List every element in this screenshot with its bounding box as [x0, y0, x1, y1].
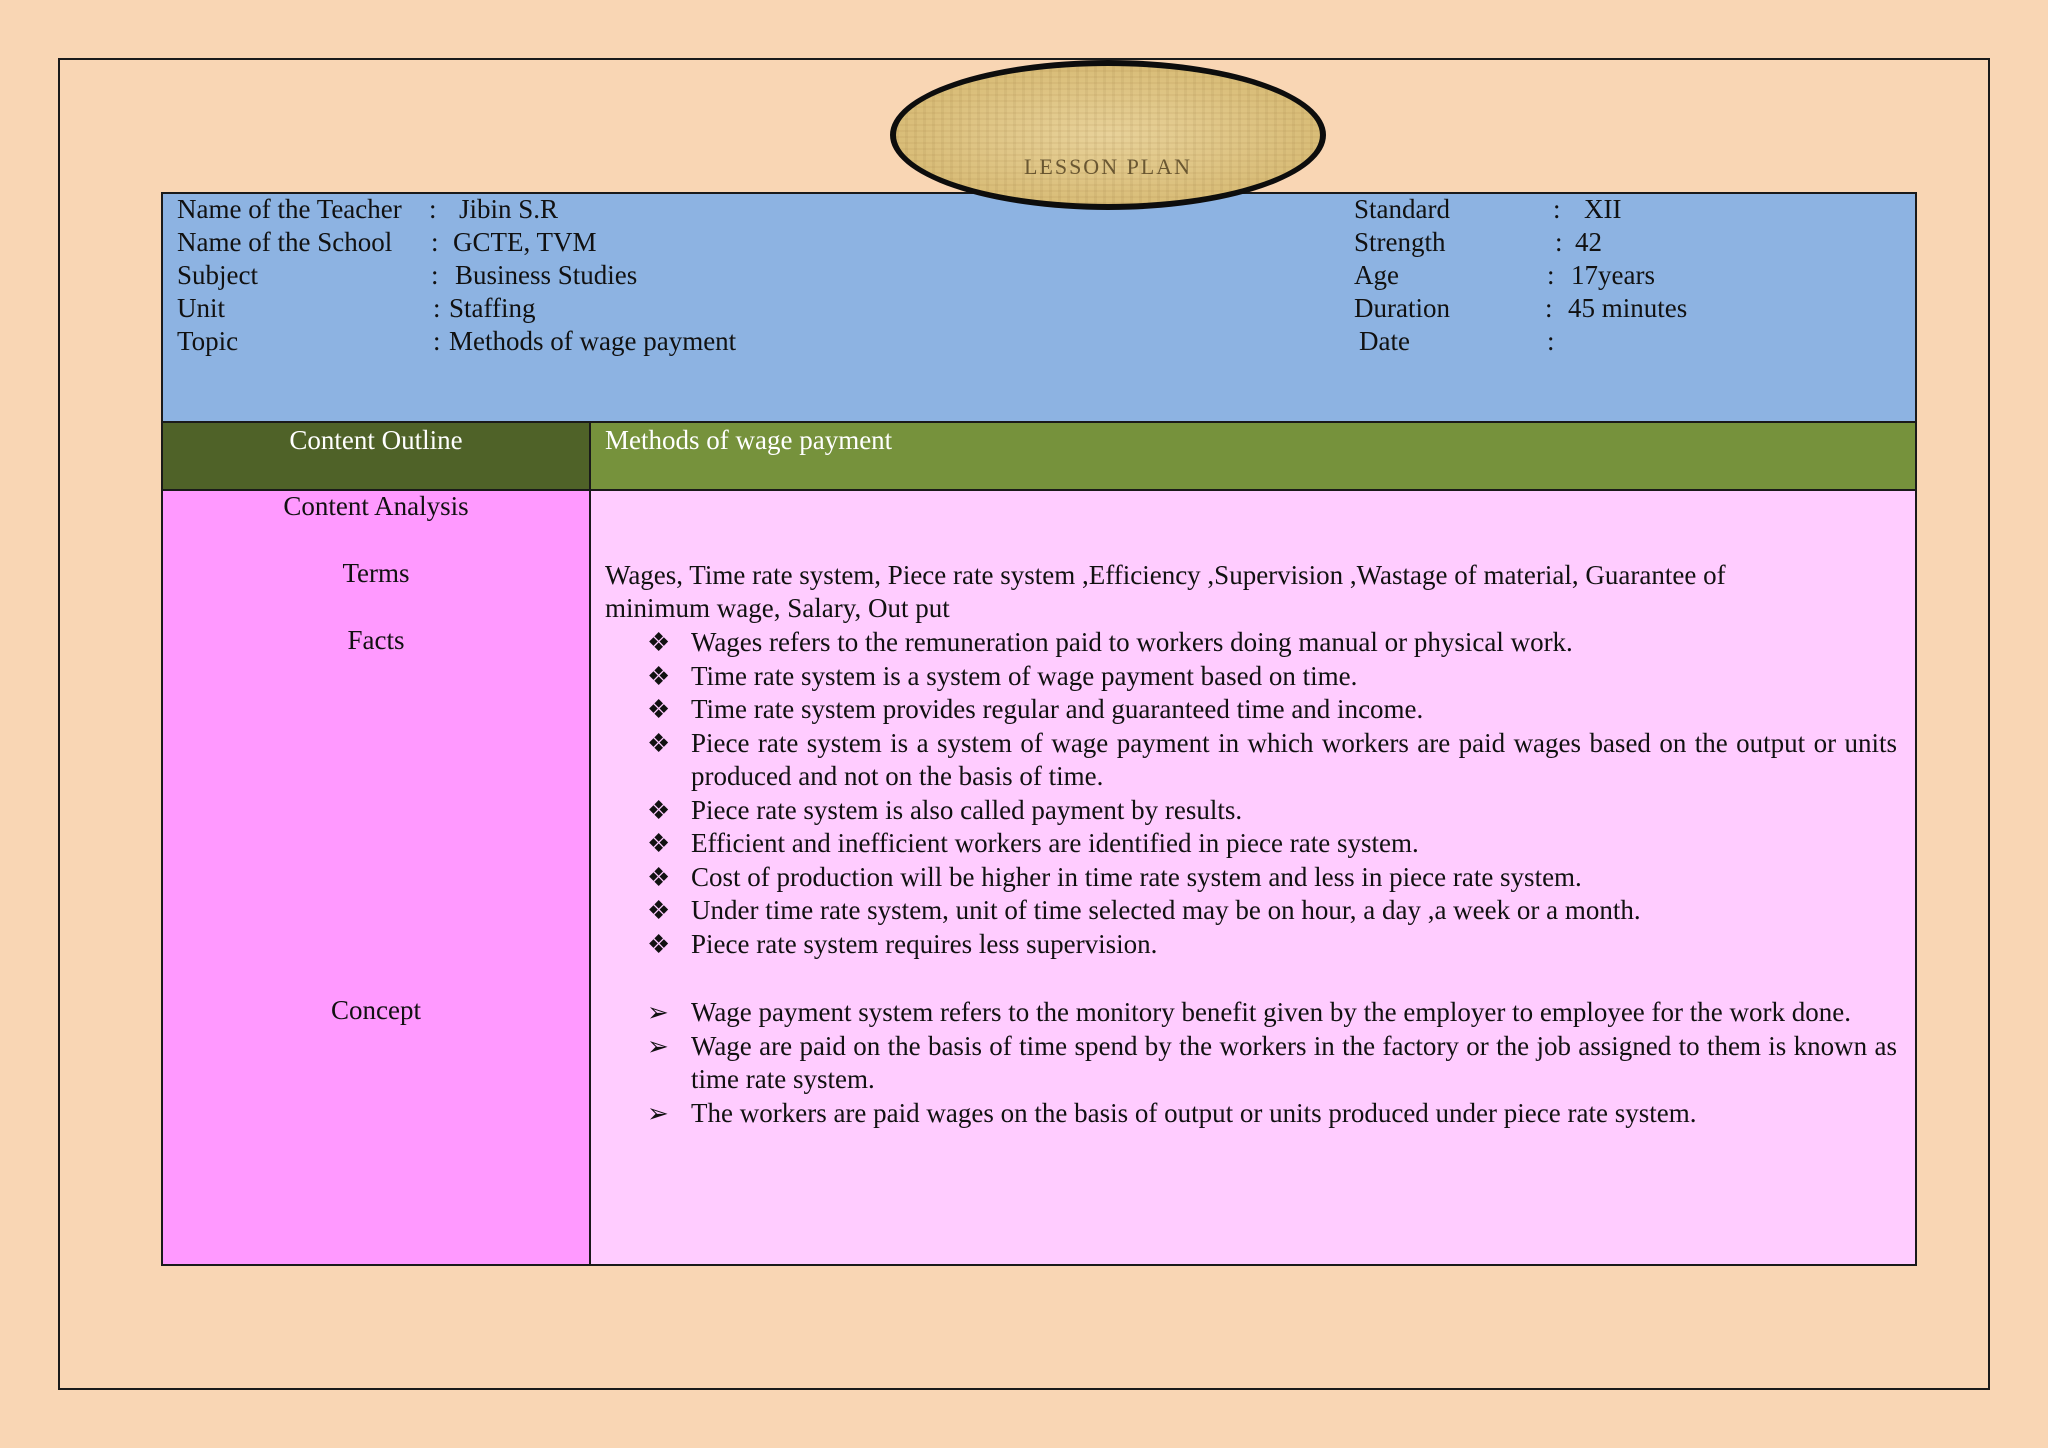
date-label: Date: [1359, 326, 1410, 356]
content-analysis-labels: [163, 491, 591, 1264]
concept-label: Concept: [331, 995, 421, 1025]
diamond-bullet-icon: ❖: [647, 896, 671, 925]
fact-text: Cost of production will be higher in time rate system and less in piece rate system.: [691, 861, 1582, 892]
concept-item: [591, 1030, 1897, 1097]
concept-item: [591, 996, 1897, 1030]
concept-list: [591, 996, 1897, 1130]
diamond-bullet-icon: ❖: [647, 661, 671, 691]
strength-colon: :: [1555, 227, 1563, 257]
facts-label: Facts: [347, 625, 405, 655]
diamond-bullet-icon: ❖: [647, 829, 671, 858]
topic-label: Topic: [177, 326, 239, 356]
diamond-bullet-icon: ❖: [647, 728, 671, 758]
content-outline-row: [161, 421, 1917, 491]
date-colon: :: [1547, 326, 1555, 356]
age-value: 17years: [1571, 260, 1655, 290]
content-outline-value: Methods of wage payment: [591, 423, 1915, 489]
fact-text: Piece rate system requires less supervision.: [691, 928, 1158, 959]
terms-label: Terms: [342, 558, 410, 588]
fact-text: Piece rate system is a system of wage payment in which workers are paid wages based on the output or units produced and not on the basis of time.: [691, 727, 1897, 791]
fact-text: Piece rate system is also called payment by results.: [691, 794, 1243, 825]
title-oval-text: LESSON PLAN: [1023, 154, 1193, 179]
concept-item: [591, 1097, 1897, 1131]
diamond-bullet-icon: ❖: [647, 795, 671, 825]
strength-value: 42: [1575, 227, 1602, 257]
teacher-colon: :: [429, 194, 437, 224]
unit-label: Unit: [177, 293, 226, 323]
age-label: Age: [1354, 260, 1399, 290]
subject-colon: :: [431, 260, 439, 290]
facts-list: [591, 626, 1897, 961]
content-outline-label: Content Outline: [163, 423, 591, 489]
age-colon: :: [1547, 260, 1555, 290]
terms-text: Wages, Time rate system, Piece rate system ,Efficiency ,Supervision ,Wastage of material, Guarantee of minimum wage, Salary, Out put: [605, 560, 1726, 623]
diamond-bullet-icon: ❖: [647, 929, 671, 959]
fact-item: [591, 894, 1897, 928]
unit-value: Staffing: [449, 293, 536, 323]
fact-item: [591, 861, 1897, 895]
fact-item: [591, 626, 1897, 660]
diamond-bullet-icon: ❖: [647, 862, 671, 892]
fact-item: [591, 727, 1897, 794]
content-analysis-body: [591, 491, 1915, 1264]
concept-text: Wage payment system refers to the monitory benefit given by the employer to employee for the work done.: [691, 997, 1851, 1027]
fact-item: [591, 928, 1897, 962]
lesson-header-info: [161, 192, 1917, 423]
duration-label: Duration: [1354, 293, 1450, 323]
topic-value: Methods of wage payment: [449, 326, 737, 356]
school-colon: :: [431, 227, 439, 257]
arrow-bullet-icon: ➢: [647, 1031, 669, 1061]
fact-text: Time rate system is a system of wage payment based on time.: [691, 660, 1358, 691]
duration-colon: :: [1545, 293, 1553, 323]
standard-label: Standard: [1354, 194, 1450, 224]
fact-text: Under time rate system, unit of time selected may be on hour, a day ,a week or a month.: [691, 895, 1641, 925]
standard-colon: :: [1553, 194, 1561, 224]
arrow-bullet-icon: ➢: [647, 1098, 669, 1128]
fact-item: [591, 827, 1897, 861]
diamond-bullet-icon: ❖: [647, 628, 671, 657]
teacher-value: Jibin S.R: [459, 194, 559, 224]
unit-colon: :: [433, 293, 441, 323]
title-oval-badge: [890, 60, 1326, 210]
concept-text: The workers are paid wages on the basis of output or units produced under piece rate system.: [691, 1097, 1697, 1128]
subject-value: Business Studies: [455, 260, 638, 290]
school-value: GCTE, TVM: [453, 227, 597, 257]
arrow-bullet-icon: ➢: [647, 998, 669, 1027]
fact-text: Efficient and inefficient workers are identified in piece rate system.: [691, 828, 1419, 858]
fact-text: Wages refers to the remuneration paid to workers doing manual or physical work.: [691, 627, 1573, 657]
content-analysis-heading: Content Analysis: [283, 491, 469, 521]
school-label: Name of the School: [177, 227, 393, 257]
duration-value: 45 minutes: [1568, 293, 1688, 323]
diamond-bullet-icon: ❖: [647, 695, 671, 724]
concept-text: Wage are paid on the basis of time spend by the workers in the factory or the job assigned to them is known as time rate system.: [691, 1030, 1897, 1094]
fact-text: Time rate system provides regular and guaranteed time and income.: [691, 694, 1424, 724]
standard-value: XII: [1584, 194, 1622, 224]
fact-item: [591, 660, 1897, 694]
fact-item: [591, 693, 1897, 727]
topic-colon: :: [433, 326, 441, 356]
subject-label: Subject: [177, 260, 258, 290]
strength-label: Strength: [1354, 227, 1446, 257]
content-analysis-row: [161, 489, 1917, 1266]
teacher-label: Name of the Teacher: [177, 194, 402, 224]
fact-item: [591, 794, 1897, 828]
